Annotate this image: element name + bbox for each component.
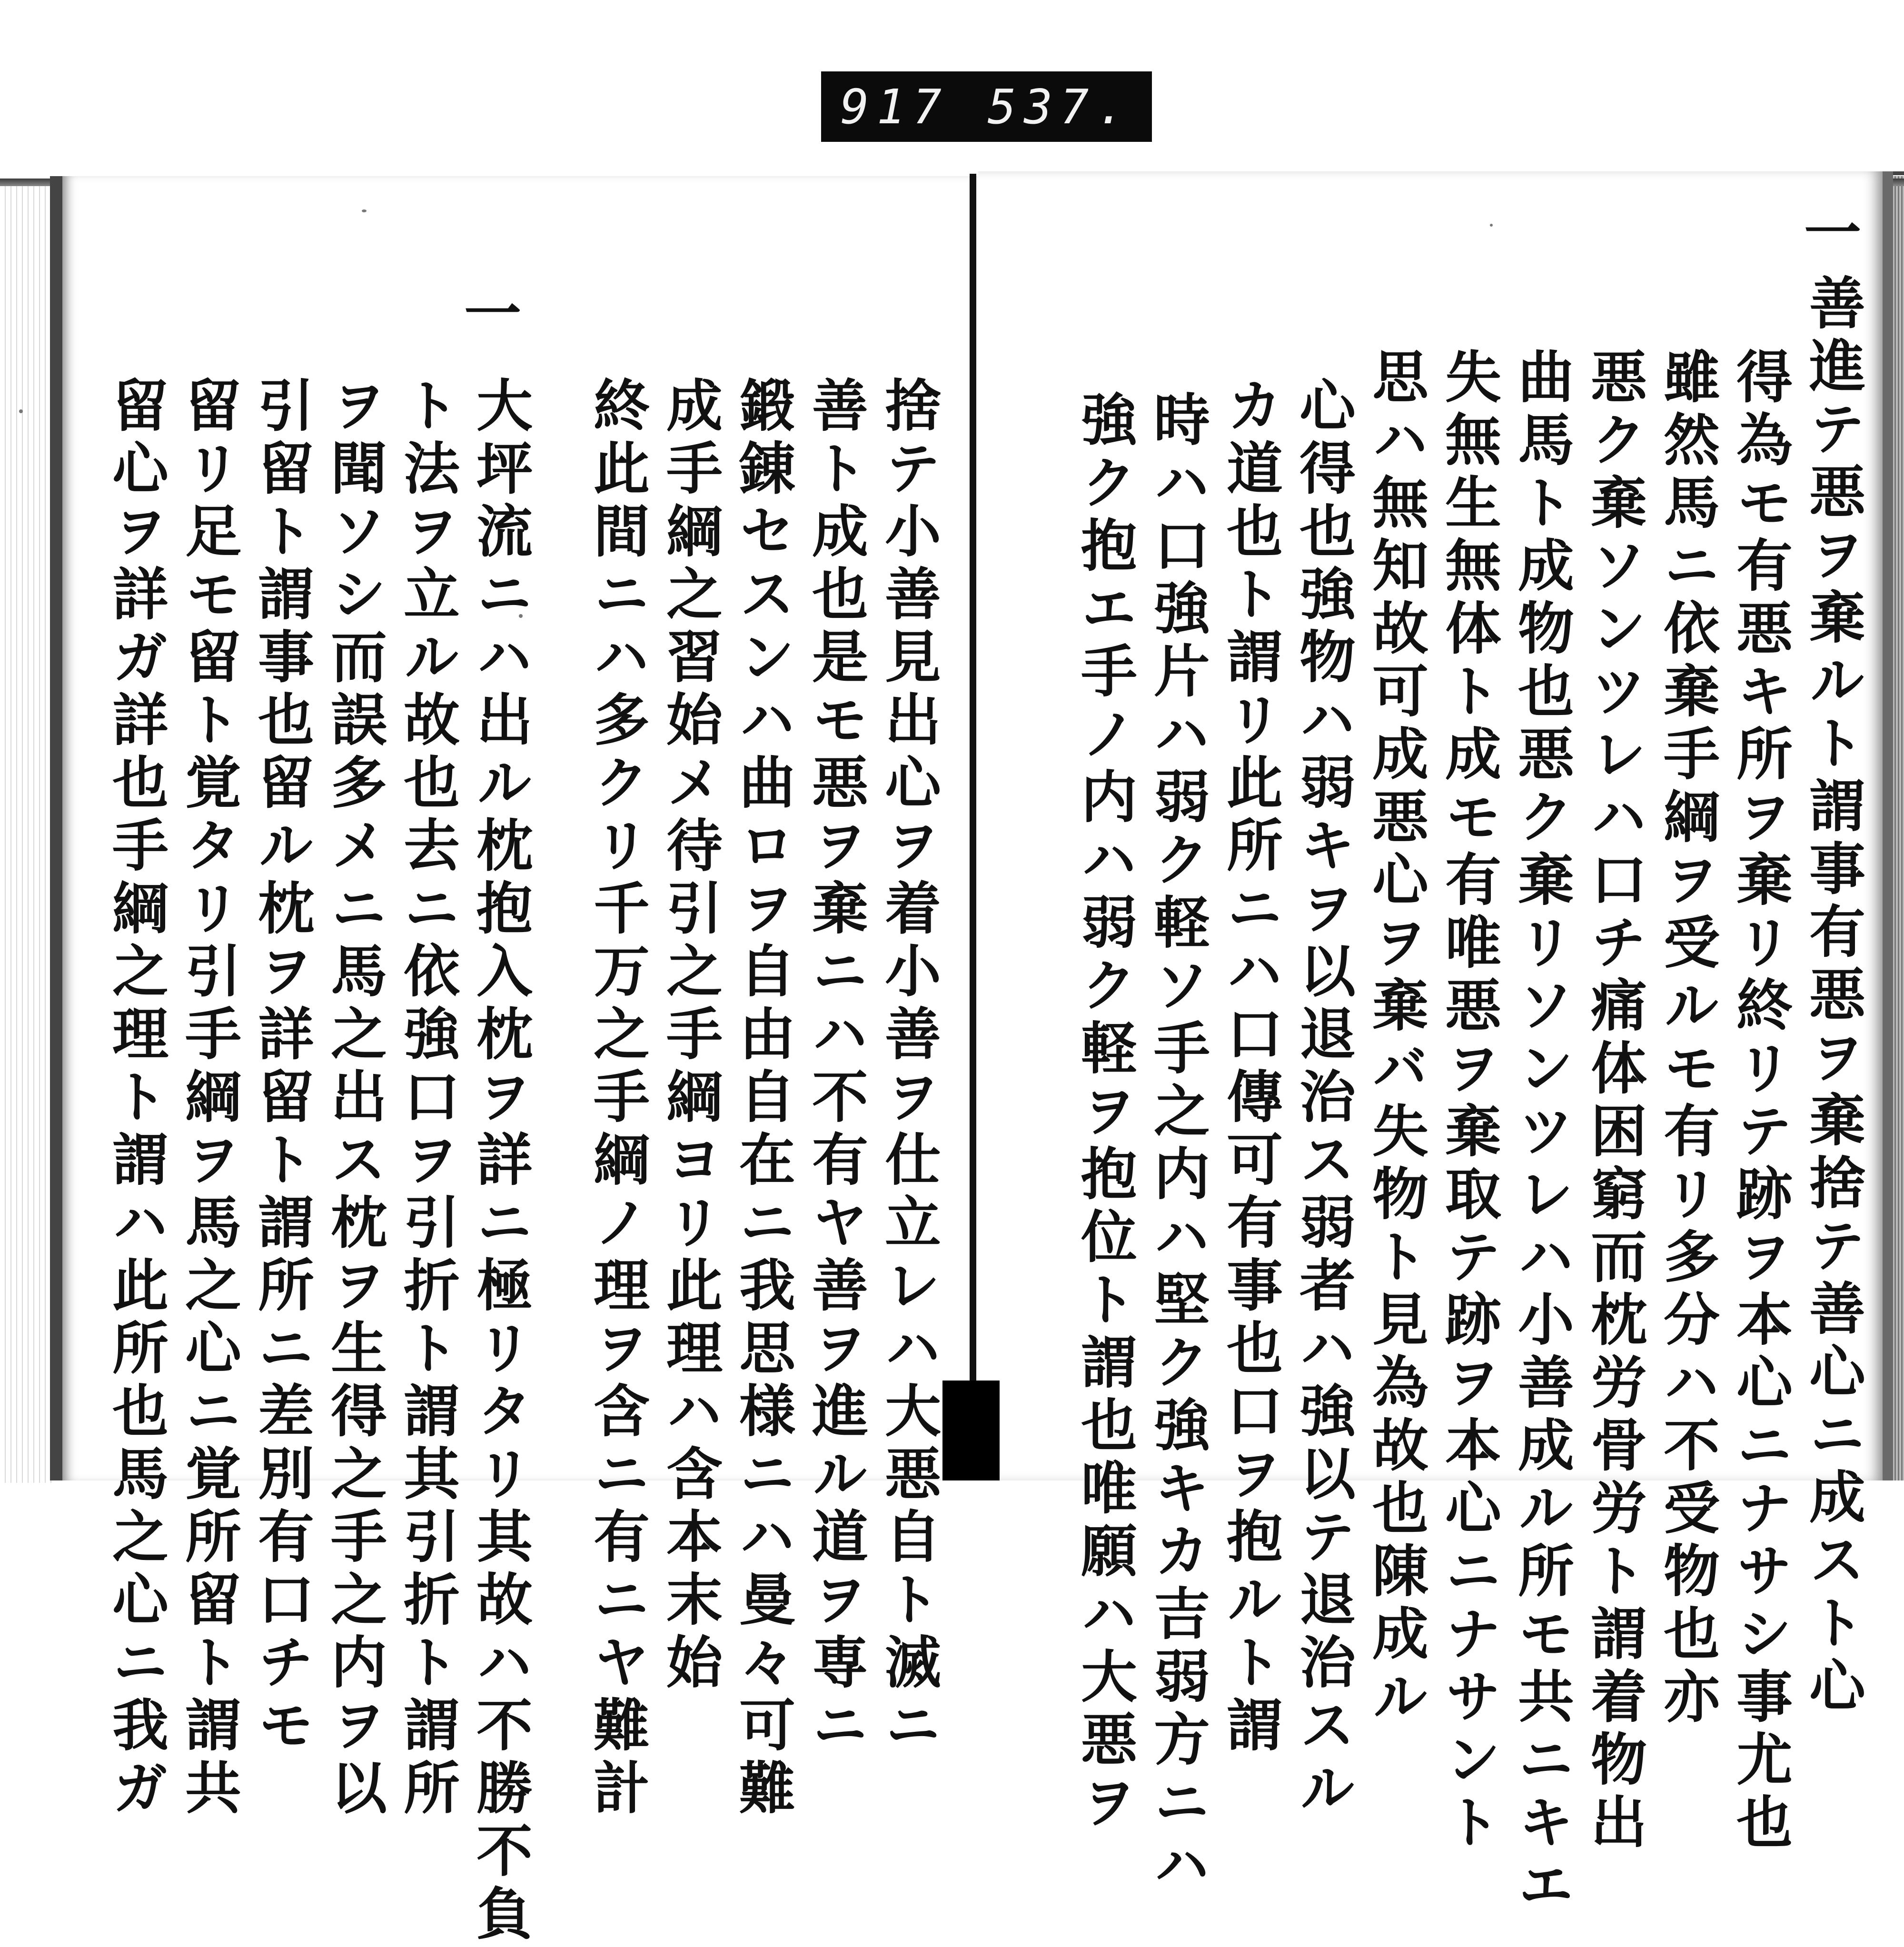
right-page-item-mark: 一 [1804, 199, 1861, 267]
left-col-6: 大坪流ニハ出ル枕抱入枕ヲ詳ニ極リタリ其故ハ不勝不負 [467, 376, 533, 1947]
right-col-4: 悪ク棄ソンツレハ口チ痛体困窮而枕労骨労ト謂着物出 [1581, 348, 1647, 1856]
right-col-6: 失無生無体ト成モ有唯悪ヲ棄取テ跡ヲ本心ニナサント [1436, 348, 1502, 1856]
left-col-11: 留心ヲ詳ガ詳也手綱之理ト謂ハ此所也馬之心ニ我ガ [103, 376, 169, 1821]
left-col-4: 成手綱之習始メ待引之手綱ヨリ此理ハ含本末始 [657, 376, 723, 1696]
left-col-5: 終此間ニハ多クリ千万之手綱ノ理ヲ含ニ有ニヤ難計 [584, 376, 650, 1821]
speck [19, 409, 23, 413]
book-edge-left [0, 179, 52, 1483]
speck [362, 209, 367, 212]
left-col-8: ヲ聞ソシ而誤多メニ馬之出ス枕ヲ生得之手之内ヲ以 [321, 376, 387, 1821]
gutter-binding-shadow [942, 1381, 1000, 1480]
right-col-5: 曲馬ト成物也悪ク棄リソンツレハ小善成ル所モ共ニキエ [1508, 348, 1575, 1918]
right-col-1: 善進テ悪ヲ棄ルト謂事有悪ヲ棄捨テ善心ニ成スト心 [1800, 274, 1866, 1719]
archive-number-right: 537. [987, 79, 1133, 135]
right-col-11: 強ク抱エ手ノ内ハ弱ク軽ヲ抱位ト謂也唯願ハ大悪ヲ [1071, 390, 1138, 1836]
right-col-7: 思ハ無知故可成悪心ヲ棄バ失物ト見為故也陳成ル [1363, 348, 1429, 1730]
left-col-9: 引留ト謂事也留ル枕ヲ詳留ト謂所ニ差別有口チモ [248, 376, 315, 1758]
book-gutter [970, 174, 976, 1469]
right-col-8: 心得也強物ハ弱キヲ以退治ス弱者ハ強以テ退治スル [1290, 376, 1356, 1821]
archive-number-left: 917 [840, 79, 949, 135]
right-col-2: 得為モ有悪キ所ヲ棄リ終リテ跡ヲ本心ニナサシ事尤也 [1727, 348, 1793, 1856]
archive-label-tag [821, 71, 1152, 142]
right-col-10: 時ハ口強片ハ弱ク軽ソ手之内ハ堅ク強キカ吉弱方ニハ [1144, 390, 1210, 1898]
left-col-3: 鍛錬セスンハ曲ロヲ自由自在ニ我思様ニハ曼々可難 [730, 376, 796, 1821]
right-col-3: 雖然馬ニ依棄手綱ヲ受ルモ有リ多分ハ不受物也亦 [1654, 348, 1720, 1730]
left-page-item-mark: 一 [464, 280, 521, 348]
speck [1490, 224, 1493, 227]
left-col-7: ト法ヲ立ル故也去ニ依強口ヲ引折ト謂其引折ト謂所 [394, 376, 460, 1821]
left-col-10: 留リ足モ留ト覚タリ引手綱ヲ馬之心ニ覚所留ト謂共 [176, 376, 242, 1821]
right-col-9: カ道也ト謂リ此所ニハ口傳可有事也口ヲ抱ルト謂 [1217, 376, 1283, 1758]
left-col-2: 善ト成也是モ悪ヲ棄ニハ不有ヤ善ヲ進ル道ヲ専ニ [803, 376, 869, 1758]
left-col-1: 捨テ小善見出心ヲ着小善ヲ仕立レハ大悪自ト滅ニ [875, 376, 942, 1758]
